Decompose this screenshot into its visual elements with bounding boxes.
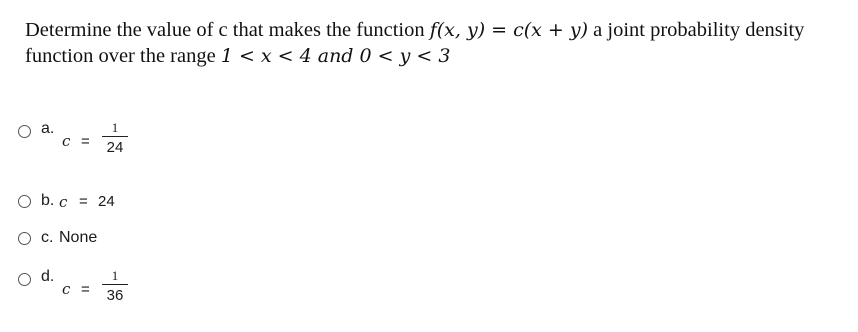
option-a-equals: = [81, 133, 90, 150]
option-a-radio[interactable] [18, 125, 31, 138]
option-a-variable: c [62, 132, 71, 150]
option-d-numerator: 1 [111, 268, 119, 283]
option-b-equals: = [79, 193, 88, 210]
option-d-equals: = [81, 281, 90, 298]
option-d-fraction-bar [102, 284, 128, 285]
option-c-letter: c. [41, 229, 54, 246]
option-a-fraction-bar [102, 136, 128, 137]
option-b-variable: c [59, 193, 68, 211]
option-d-fraction [102, 268, 128, 304]
question-text [25, 17, 850, 69]
option-d-letter: d. [41, 268, 55, 285]
question-text-before: Determine the value of c that makes the function [25, 19, 430, 41]
option-a-fraction [102, 120, 128, 156]
option-b-letter: b. [41, 192, 55, 209]
option-d-denominator: 36 [106, 287, 124, 305]
question-formula: f(x, y) = c(x + y) [429, 19, 589, 41]
option-d-radio[interactable] [18, 273, 31, 286]
option-c-radio[interactable] [18, 232, 31, 245]
option-c-text: None [59, 229, 98, 246]
option-a-numerator: 1 [111, 120, 119, 135]
question-text-middle: a joint probability density function over the range [25, 19, 805, 67]
option-b-value: 24 [98, 193, 115, 210]
option-a-denominator: 24 [106, 139, 124, 157]
option-d-variable: c [62, 280, 71, 298]
question-range: 1 < x < 4 and 0 < y < 3 [220, 45, 451, 67]
option-a-letter: a. [41, 120, 55, 137]
option-b-radio[interactable] [18, 195, 31, 208]
